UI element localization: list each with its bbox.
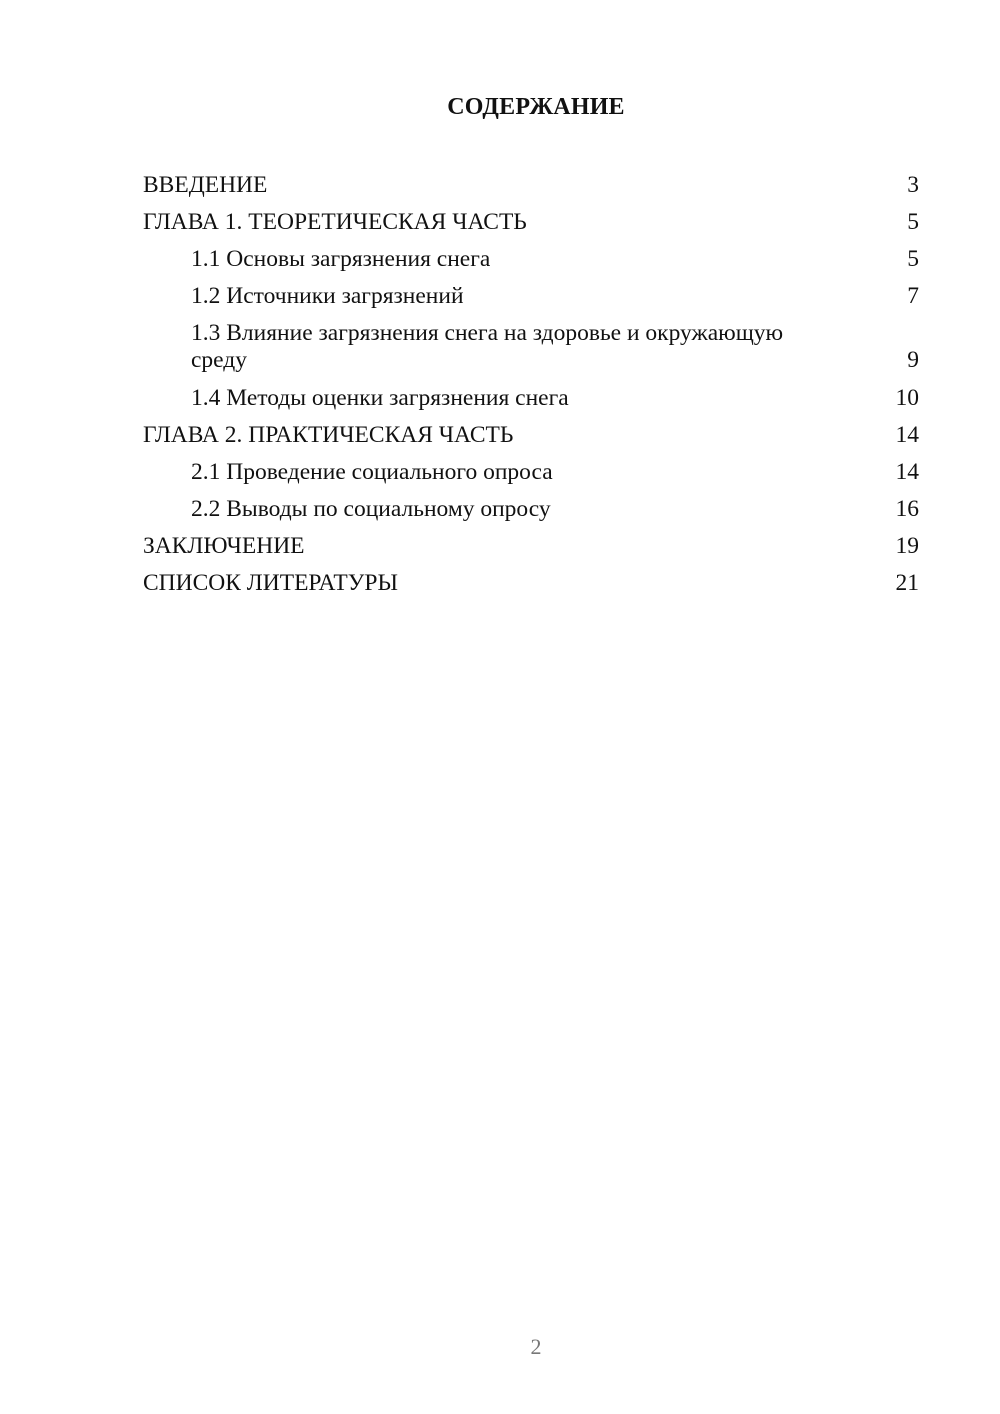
toc-entry-label: СПИСОК ЛИТЕРАТУРЫ [143,570,398,596]
table-of-contents [143,168,919,603]
toc-entry-section-1-4[interactable] [143,381,919,418]
toc-entry-page: 19 [895,533,919,559]
toc-entry-references[interactable] [143,566,919,603]
toc-entry-page: 5 [907,209,919,235]
page-title: СОДЕРЖАНИЕ [447,94,625,120]
toc-entry-page: 16 [895,496,919,522]
toc-entry-section-1-3[interactable] [143,316,919,381]
toc-entry-label: ВВЕДЕНИЕ [143,172,268,198]
toc-entry-page: 7 [907,283,919,309]
toc-entry-section-1-2[interactable] [143,279,919,316]
toc-entry-page: 9 [907,347,919,373]
toc-entry-label: 1.4 Методы оценки загрязнения снега [191,385,569,411]
toc-entry-label: 1.3 Влияние загрязнения снега на здоровье и окружающую среду [191,320,784,373]
toc-entry-label: 2.1 Проведение социального опроса [191,459,553,485]
toc-entry-page: 14 [895,459,919,485]
toc-entry-label: 1.2 Источники загрязнений [191,283,464,309]
page-number: 2 [530,1334,542,1359]
toc-entry-page: 10 [895,385,919,411]
toc-entry-label: ГЛАВА 2. ПРАКТИЧЕСКАЯ ЧАСТЬ [143,422,514,448]
toc-entry-label: ГЛАВА 1. ТЕОРЕТИЧЕСКАЯ ЧАСТЬ [143,209,527,235]
toc-entry-section-2-1[interactable] [143,455,919,492]
toc-entry-conclusion[interactable] [143,529,919,566]
toc-entry-page: 14 [895,422,919,448]
toc-entry-label: ЗАКЛЮЧЕНИЕ [143,533,305,559]
toc-entry-label: 1.1 Основы загрязнения снега [191,246,491,272]
toc-entry-page: 21 [895,570,919,596]
toc-entry-page: 3 [907,172,919,198]
toc-entry-page: 5 [907,246,919,272]
toc-entry-introduction[interactable] [143,168,919,205]
toc-entry-chapter-1[interactable] [143,205,919,242]
toc-entry-section-1-1[interactable] [143,242,919,279]
toc-entry-section-2-2[interactable] [143,492,919,529]
toc-entry-label: 2.2 Выводы по социальному опросу [191,496,551,522]
toc-entry-chapter-2[interactable] [143,418,919,455]
